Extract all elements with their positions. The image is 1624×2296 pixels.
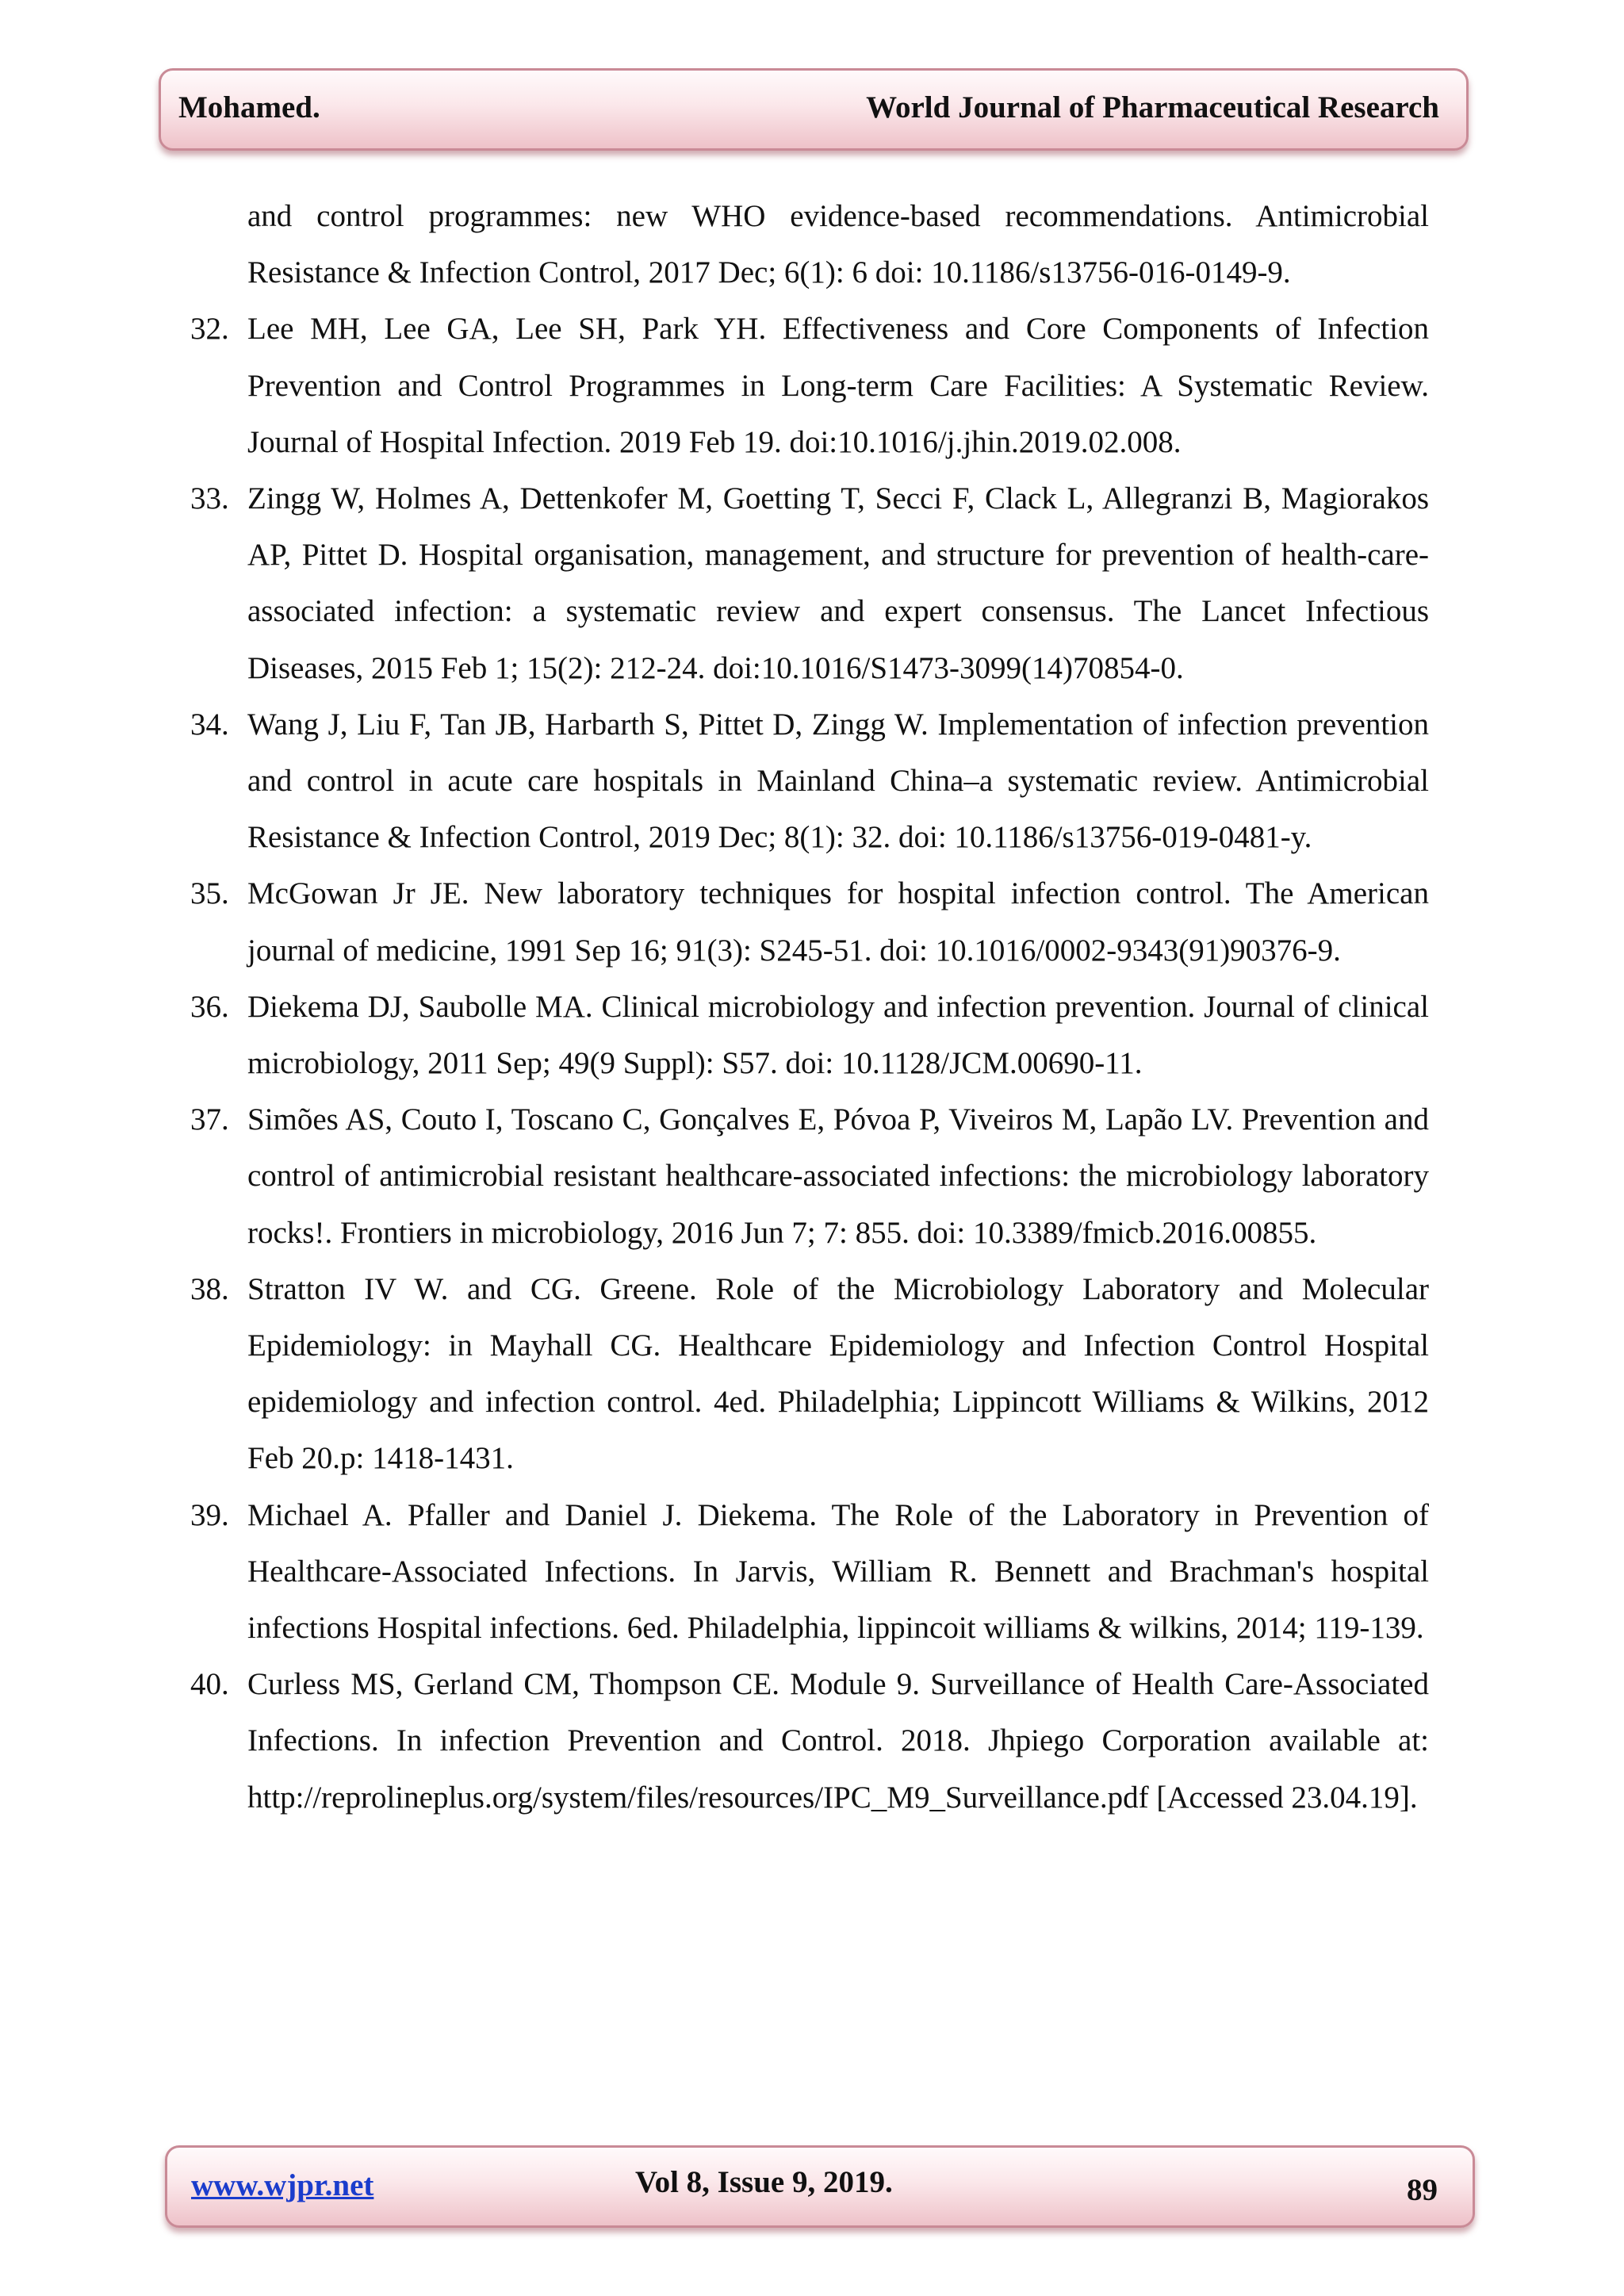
reference-item	[190, 1487, 1429, 1657]
reference-item	[190, 1656, 1429, 1826]
reference-number: 36.	[190, 989, 229, 1024]
reference-text: Diekema DJ, Saubolle MA. Clinical microbiology and infection prevention. Journal of clinical microbiology, 2011 Sep; 49(9 Suppl): S57. doi: 10.1128/JCM.00690-11.	[247, 989, 1429, 1081]
reference-text: Stratton IV W. and CG. Greene. Role of the Microbiology Laboratory and Molecular Epidemiology: in Mayhall CG. Healthcare Epidemiology and Infection Control Hospital epidemiology and infection control. 4ed. Philadelphia; Lippincott Williams & Wilkins, 2012 Feb 20.p: 1418-1431.	[247, 1271, 1429, 1476]
footer-issue-info: Vol 8, Issue 9, 2019.	[635, 2165, 893, 2199]
reference-number: 37.	[190, 1102, 229, 1137]
header-journal-title: World Journal of Pharmaceutical Research	[866, 90, 1439, 125]
reference-item	[190, 301, 1429, 470]
header-author: Mohamed.	[178, 90, 320, 125]
reference-text: Simões AS, Couto I, Toscano C, Gonçalves E, Póvoa P, Viveiros M, Lapão LV. Prevention and control of antimicrobial resistant healthcare-associated infections: the microbiology laboratory rocks!. Frontiers in microbiology, 2016 Jun 7; 7: 855. doi: 10.3389/fmicb.2016.00855.	[247, 1102, 1429, 1250]
journal-website-link[interactable]: www.wjpr.net	[191, 2168, 374, 2202]
reference-list	[190, 301, 1429, 1825]
reference-text: Lee MH, Lee GA, Lee SH, Park YH. Effectiveness and Core Components of Infection Prevention and Control Programmes in Long-term Care Facilities: A Systematic Review. Journal of Hospital Infection. 2019 Feb 19. doi:10.1016/j.jhin.2019.02.008.	[247, 312, 1429, 459]
reference-item	[190, 696, 1429, 866]
reference-item	[190, 1261, 1429, 1487]
reference-text: Zingg W, Holmes A, Dettenkofer M, Goetting T, Secci F, Clack L, Allegranzi B, Magiorakos AP, Pittet D. Hospital organisation, management, and structure for prevention of health-care-associated infection: a systematic review and expert consensus. The Lancet Infectious Diseases, 2015 Feb 1; 15(2): 212-24. doi:10.1016/S1473-3099(14)70854-0.	[247, 481, 1429, 685]
reference-number: 38.	[190, 1271, 229, 1306]
reference-text: Curless MS, Gerland CM, Thompson CE. Module 9. Surveillance of Health Care-Associated Infections. In infection Prevention and Control. 2018. Jhpiego Corporation available at: http://reprolineplus.org/system/files/resources/IPC_M9_Surveillance.pdf [Accessed 23.04.19].	[247, 1667, 1429, 1815]
reference-text: McGowan Jr JE. New laboratory techniques for hospital infection control. The American journal of medicine, 1991 Sep 16; 91(3): S245-51. doi: 10.1016/0002-9343(91)90376-9.	[247, 876, 1429, 968]
page-number: 89	[1407, 2173, 1438, 2207]
reference-number: 32.	[190, 312, 229, 347]
reference-number: 39.	[190, 1497, 229, 1532]
reference-item	[190, 865, 1429, 978]
reference-item	[190, 470, 1429, 696]
reference-text: Wang J, Liu F, Tan JB, Harbarth S, Pittet D, Zingg W. Implementation of infection prevention and control in acute care hospitals in Mainland China–a systematic review. Antimicrobial Resistance & Infection Control, 2019 Dec; 8(1): 32. doi: 10.1186/s13756-019-0481-y.	[247, 707, 1429, 855]
reference-item	[190, 979, 1429, 1091]
reference-text: Michael A. Pfaller and Daniel J. Diekema. The Role of the Laboratory in Prevention of Healthcare-Associated Infections. In Jarvis, William R. Bennett and Brachman's hospital infections Hospital infections. 6ed. Philadelphia, lippincoit williams & wilkins, 2014; 119-139.	[247, 1497, 1429, 1646]
reference-number: 40.	[190, 1667, 229, 1702]
running-header	[159, 68, 1469, 151]
reference-number: 35.	[190, 876, 229, 911]
reference-number: 33.	[190, 481, 229, 516]
reference-number: 34.	[190, 707, 229, 742]
reference-continuation: and control programmes: new WHO evidence-based recommendations. Antimicrobial Resistance & Infection Control, 2017 Dec; 6(1): 6 doi: 10.1186/s13756-016-0149-9.	[247, 199, 1429, 290]
running-footer	[165, 2145, 1475, 2228]
reference-item	[190, 1091, 1429, 1261]
reference-list-body	[190, 188, 1429, 1826]
